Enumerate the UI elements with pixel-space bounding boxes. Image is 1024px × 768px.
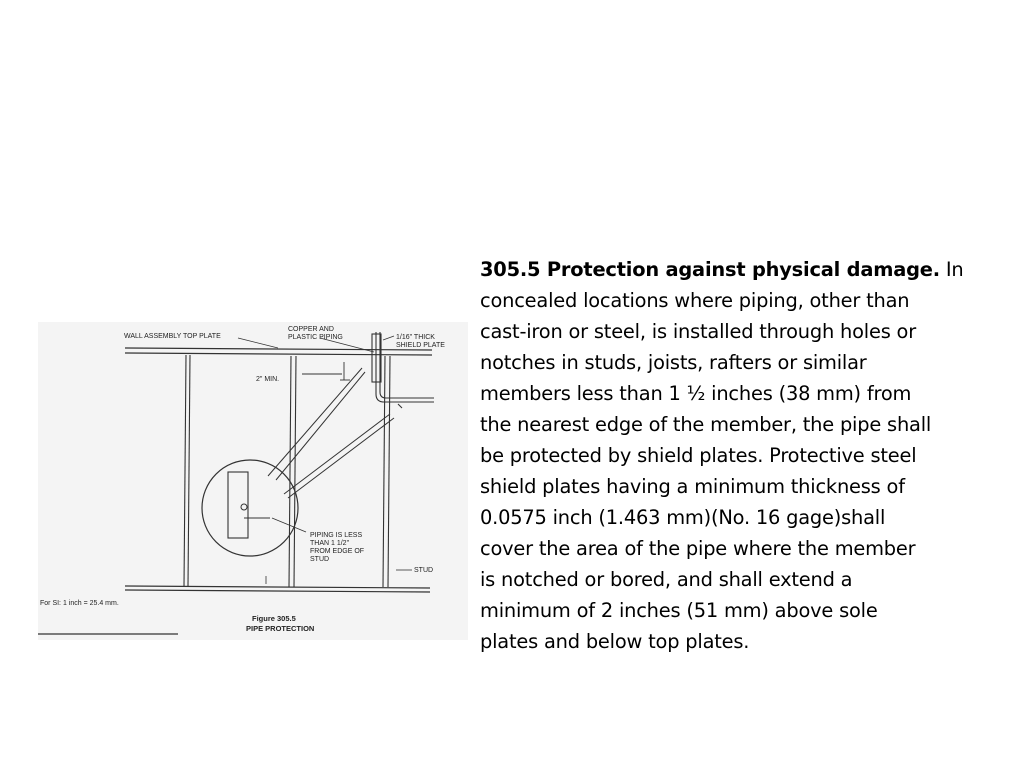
section-line: plates and below top plates. [480,630,750,653]
label-shield-plate: SHIELD PLATE [396,342,445,349]
section-line: cast-iron or steel, is installed through holes or [480,320,916,343]
section-line: the nearest edge of the member, the pipe shall [480,413,932,436]
label-thick: 1/16" THICK [396,334,435,341]
section-line: concealed locations where piping, other than [480,289,910,312]
label-from-edge-of: FROM EDGE OF [310,548,365,555]
section-text [480,254,980,657]
section-line: cover the area of the pipe where the member [480,537,916,560]
section-line: be protected by shield plates. Protective steel [480,444,917,467]
section-line: members less than 1 ½ inches (38 mm) from [480,382,912,405]
label-for-si: For SI: 1 inch = 25.4 mm. [40,600,119,607]
figure-title: PIPE PROTECTION [246,624,315,633]
figure-number: Figure 305.5 [252,614,296,623]
label-plastic-piping: PLASTIC PIPING [288,334,343,341]
label-two-inch-min: 2" MIN. [256,376,280,383]
section-line: 0.0575 inch (1.463 mm)(No. 16 gage)shall [480,506,886,529]
section-line: is notched or bored, and shall extend a [480,568,853,591]
section-heading: 305.5 Protection against physical damage. [480,258,940,281]
label-piping-is-less: PIPING IS LESS [310,532,363,539]
label-wall-assembly-top-plate: WALL ASSEMBLY TOP PLATE [124,333,221,340]
label-stud: STUD [414,567,434,574]
section-line: shield plates having a minimum thickness of [480,475,905,498]
label-copper-and: COPPER AND [288,326,334,333]
pipe-protection-figure [38,322,468,640]
section-line: notches in studs, joists, rafters or similar [480,351,867,374]
pipe-protection-drawing [38,322,468,640]
section-first-line [480,254,980,285]
label-than-one-half: THAN 1 1/2" [310,540,350,547]
section-line: minimum of 2 inches (51 mm) above sole [480,599,878,622]
label-stud-note: STUD [310,556,330,563]
section-line-1-rest: In [945,258,964,281]
